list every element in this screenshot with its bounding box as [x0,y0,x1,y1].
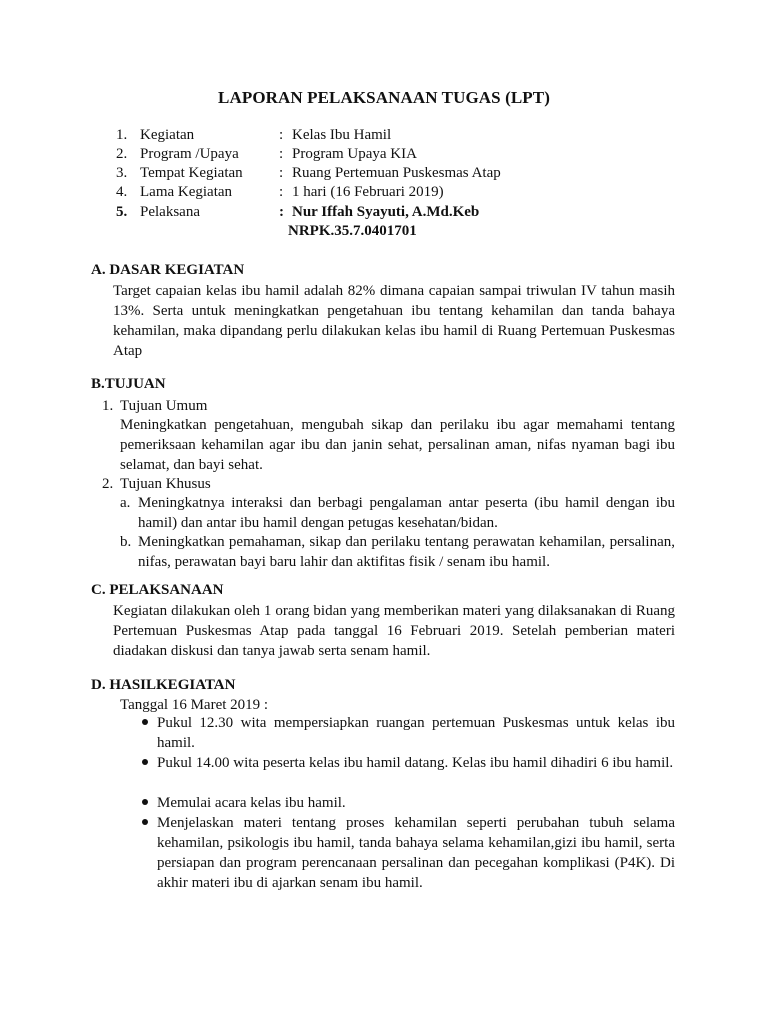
info-colon: : [279,146,284,162]
section-c-text: Kegiatan dilakukan oleh 1 orang bidan yang memberikan materi yang dilaksanakan di Ruang Pertemuan Puskesmas Atap pada tanggal 16 Februari 2019. Setelah pemberian materi diadakan diskusi dan tanya jawab serta senam hamil. [113,603,675,659]
bullet-icon [142,799,148,805]
info-colon: : [279,165,284,181]
info-label: Pelaksana [140,204,200,220]
info-value-nrpk: NRPK.35.7.0401701 [288,223,417,239]
section-d-date-line: Tanggal 16 Maret 2019 : [120,697,269,713]
bullet-icon [142,819,148,825]
hasil-bullet-4: Menjelaskan materi tentang proses kehamilan seperti perubahan tubuh selama kehamilan, psikologis ibu hamil, tanda bahaya selama kehamilan,gizi ibu hamil, serta persiapan dan program perencanaan persalinan dan pecegahan komplikasi (P4K). Di akhir materi ibu di ajarkan senam ibu hamil. [157,815,675,891]
info-value: Ruang Pertemuan Puskesmas Atap [292,165,501,181]
info-colon: : [279,204,284,220]
info-label: Kegiatan [140,127,195,143]
info-value: Kelas Ibu Hamil [292,127,392,143]
info-label: Program /Upaya [140,146,239,162]
info-number: 1. [116,127,128,143]
info-colon: : [279,127,284,143]
info-label: Tempat Kegiatan [140,165,243,181]
tujuan-umum-label: Tujuan Umum [120,398,208,414]
section-b-heading: B.TUJUAN [91,376,166,392]
hasil-bullet-3: Memulai acara kelas ibu hamil. [157,795,346,811]
section-a-text: Target capaian kelas ibu hamil adalah 82% dimana capaian sampai triwulan IV tahun masih 13%. Serta untuk meningkatkan pengetahuan ibu tentang kehamilan dan tanda bahaya kehamilan, maka dipandang perlu dilakukan kelas ibu hamil di Ruang Pertemuan Puskesmas Atap [113,283,675,359]
info-value: 1 hari (16 Februari 2019) [292,184,444,200]
khusus-item-a-letter: a. [120,495,131,511]
info-label: Lama Kegiatan [140,184,233,200]
tujuan-umum-text: Meningkatkan pengetahuan, mengubah sikap dan perilaku ibu agar memahami tentang pemeriksaan kehamilan agar ibu dan janin sehat, persalinan aman, nifas nyaman bagi ibu selamat, dan bayi sehat. [120,417,675,473]
khusus-item-a-text: Meningkatnya interaksi dan berbagi pengalaman antar peserta (ibu hamil dengan ibu hamil) dan antar ibu hamil dengan petugas kesehatan/bidan. [138,495,675,531]
hasil-bullet-2: Pukul 14.00 wita peserta kelas ibu hamil datang. Kelas ibu hamil dihadiri 6 ibu hamil. [157,755,674,771]
info-number: 5. [116,204,128,220]
section-a-heading: A. DASAR KEGIATAN [91,262,245,278]
info-number: 2. [116,146,128,162]
bullet-icon [142,759,148,765]
khusus-item-b-text: Meningkatkan pemahaman, sikap dan perilaku tentang perawatan kehamilan, persalinan, nifas, perawatan bayi baru lahir dan aktifitas fisik / senam ibu hamil. [138,534,675,570]
tujuan-umum-number: 1. [102,398,114,414]
tujuan-khusus-label: Tujuan Khusus [120,476,211,492]
hasil-bullet-1: Pukul 12.30 wita mempersiapkan ruangan pertemuan Puskesmas untuk kelas ibu hamil. [157,715,675,751]
info-value: Program Upaya KIA [292,146,417,162]
info-colon: : [279,184,284,200]
info-value: Nur Iffah Syayuti, A.Md.Keb [292,204,480,220]
bullet-icon [142,719,148,725]
section-c-heading: C. PELAKSANAAN [91,582,224,598]
document-title: LAPORAN PELAKSANAAN TUGAS (LPT) [218,88,550,107]
tujuan-khusus-number: 2. [102,476,114,492]
khusus-item-b-letter: b. [120,534,132,550]
section-d-heading: D. HASILKEGIATAN [91,677,236,693]
info-number: 3. [116,165,128,181]
info-number: 4. [116,184,128,200]
